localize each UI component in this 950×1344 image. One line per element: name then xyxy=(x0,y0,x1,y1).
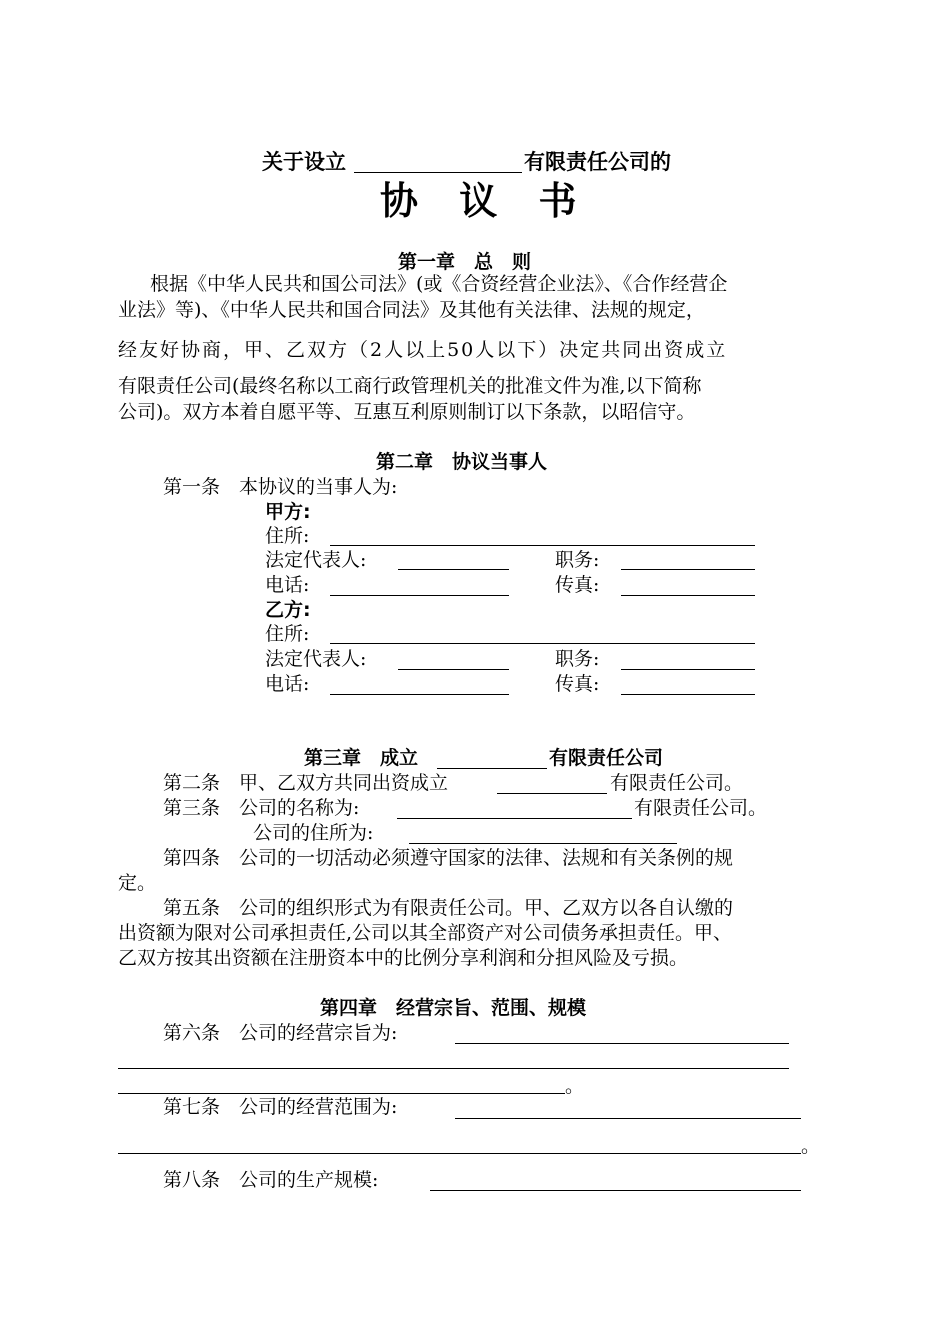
article5-line3: 乙双方按其出资额在注册资本中的比例分享利润和分担风险及亏损。 xyxy=(118,947,689,969)
party-a-label: 甲方: xyxy=(265,501,311,523)
party-a-rep-label: 法定代表人: xyxy=(265,549,367,571)
party-b-phone-field[interactable] xyxy=(330,694,509,695)
article6-period: 。 xyxy=(565,1075,585,1097)
party-b-label: 乙方: xyxy=(265,599,311,621)
party-b-position-label: 职务: xyxy=(555,648,600,670)
party-a-fax-field[interactable] xyxy=(621,595,755,596)
party-b-position-field[interactable] xyxy=(621,669,755,670)
party-a-phone-field[interactable] xyxy=(330,595,509,596)
party-a-phone-label: 电话: xyxy=(265,574,310,596)
article6-blank-3[interactable] xyxy=(118,1093,565,1094)
document-title: 协 议 书 xyxy=(380,179,591,223)
article8: 第八条 公司的生产规模: xyxy=(163,1169,379,1191)
article3-prefix: 第三条 公司的名称为: xyxy=(163,797,360,819)
title-suffix: 有限责任公司的 xyxy=(524,150,671,174)
chapter1-line4: 有限责任公司(最终名称以工商行政管理机关的批准文件为准,以下简称 xyxy=(118,375,702,397)
article2-suffix: 有限责任公司。 xyxy=(610,772,744,794)
chapter1-line3: 经友好协商，甲、乙双方（2人以上50人以下）决定共同出资成立 xyxy=(118,339,728,361)
article5-line2: 出资额为限对公司承担责任,公司以其全部资产对公司债务承担责任。甲、 xyxy=(118,922,733,944)
chapter3-heading-prefix: 第三章 成立 xyxy=(304,747,419,769)
chapter1-line5: 公司)。双方本着自愿平等、互惠互利原则制订以下条款，以昭信守。 xyxy=(118,401,696,423)
party-b-phone-label: 电话: xyxy=(265,673,310,695)
article1: 第一条 本协议的当事人为: xyxy=(163,476,398,498)
party-b-address-field[interactable] xyxy=(330,643,755,644)
article5-line1: 第五条 公司的组织形式为有限责任公司。甲、乙双方以各自认缴的 xyxy=(163,897,734,919)
article2-prefix: 第二条 甲、乙双方共同出资成立 xyxy=(163,772,449,794)
article4-line1: 第四条 公司的一切活动必须遵守国家的法律、法规和有关条例的规 xyxy=(163,847,734,869)
party-b-address-label: 住所: xyxy=(265,623,310,645)
article7-period: 。 xyxy=(801,1135,821,1157)
chapter2-heading: 第二章 协议当事人 xyxy=(376,451,548,473)
article6: 第六条 公司的经营宗旨为: xyxy=(163,1022,398,1044)
title-prefix: 关于设立 xyxy=(262,150,346,174)
chapter1-line2: 业法》等)、《中华人民共和国合同法》及其他有关法律、法规的规定， xyxy=(118,299,705,321)
chapter1-line1: 根据《中华人民共和国公司法》(或《合资经营企业法》、《合作经营企 xyxy=(150,273,728,295)
article7-blank-1[interactable] xyxy=(455,1118,801,1119)
article6-blank-1[interactable] xyxy=(455,1043,789,1044)
party-b-rep-field[interactable] xyxy=(398,669,509,670)
article3-suffix: 有限责任公司。 xyxy=(634,797,768,819)
company-name-blank[interactable] xyxy=(354,172,522,173)
chapter3-heading-blank[interactable] xyxy=(437,768,547,769)
article4-line2: 定。 xyxy=(118,872,157,894)
article3-address-label: 公司的住所为: xyxy=(253,822,374,844)
article2-blank[interactable] xyxy=(497,793,607,794)
party-b-fax-field[interactable] xyxy=(621,694,755,695)
article6-blank-2[interactable] xyxy=(118,1068,789,1069)
article8-blank[interactable] xyxy=(430,1190,801,1191)
chapter3-heading-suffix: 有限责任公司 xyxy=(549,747,664,769)
article3-address-blank[interactable] xyxy=(409,843,677,844)
chapter4-heading: 第四章 经营宗旨、范围、规模 xyxy=(320,997,587,1019)
party-b-rep-label: 法定代表人: xyxy=(265,648,367,670)
article7: 第七条 公司的经营范围为: xyxy=(163,1096,398,1118)
party-a-fax-label: 传真: xyxy=(555,574,600,596)
party-a-address-field[interactable] xyxy=(330,545,755,546)
party-a-rep-field[interactable] xyxy=(398,569,509,570)
party-b-fax-label: 传真: xyxy=(555,673,600,695)
party-a-position-label: 职务: xyxy=(555,549,600,571)
party-a-address-label: 住所: xyxy=(265,525,310,547)
article7-blank-2[interactable] xyxy=(118,1153,801,1154)
party-a-position-field[interactable] xyxy=(621,569,755,570)
article3-name-blank[interactable] xyxy=(397,818,632,819)
chapter1-heading: 第一章 总 则 xyxy=(398,251,532,273)
